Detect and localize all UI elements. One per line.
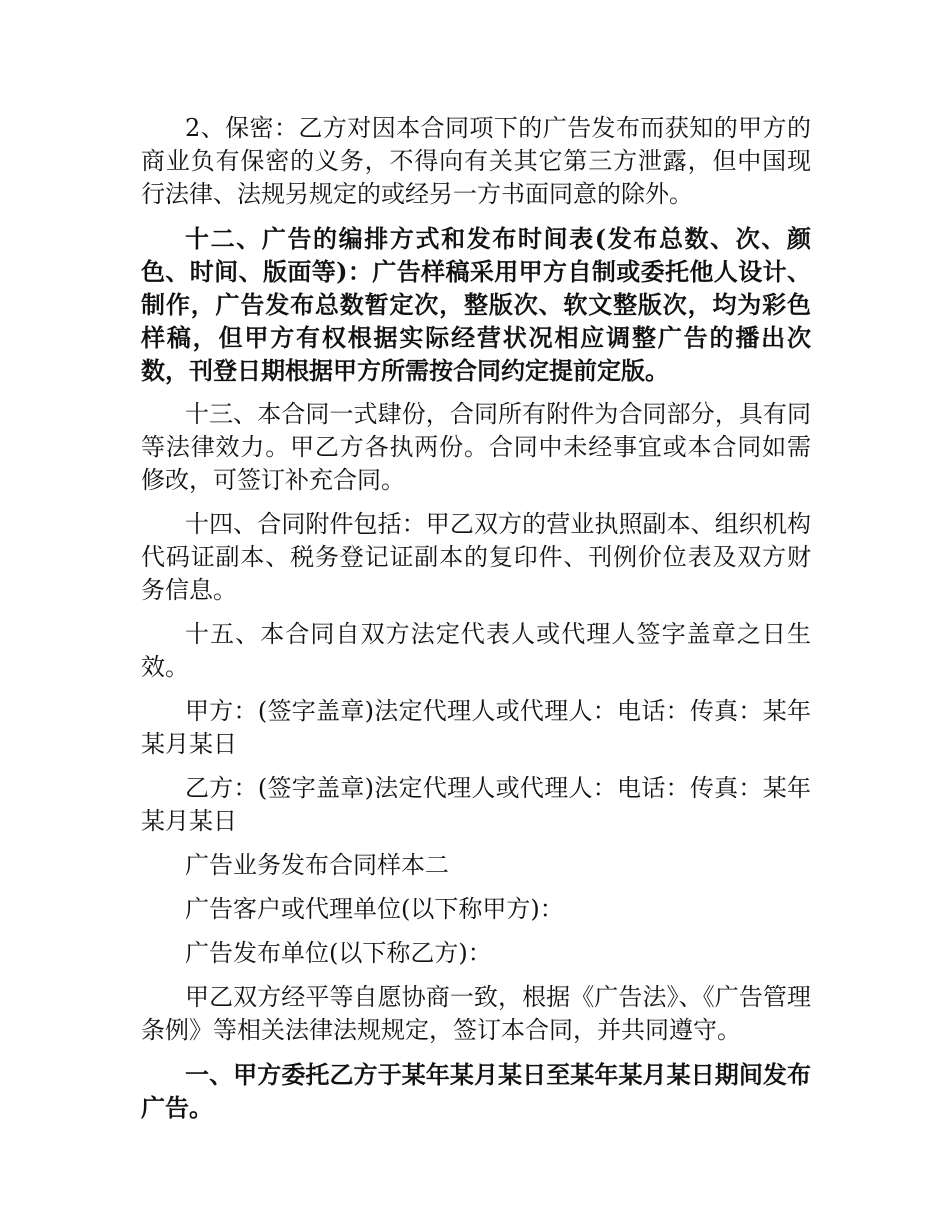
paragraph-article-14: 十四、合同附件包括：甲乙双方的营业执照副本、组织机构代码证副本、税务登记证副本的复印件、刊例价位表及双方财务信息。: [141, 510, 811, 604]
signature-party-a: 甲方：(签字盖章)法定代理人或代理人：电话：传真：某年某月某日: [141, 697, 811, 758]
paragraph-article-12: 十二、广告的编排方式和发布时间表(发布总数、次、颜色、时间、版面等)：广告样稿采用甲方自制或委托他人设计、制作，广告发布总数暂定次，整版次、软文整版次，均为彩色样稿，但甲方有权根据实际经营状况相应调整广告的播出次数，刊登日期根据甲方所需按合同约定提前定版。: [141, 224, 811, 385]
paragraph-confidentiality: 2、保密：乙方对因本合同项下的广告发布而获知的甲方的商业负有保密的义务，不得向有关其它第三方泄露，但中国现行法律、法规另规定的或经另一方书面同意的除外。: [141, 114, 811, 208]
paragraph-article-13: 十三、本合同一式肆份，合同所有附件为合同部分，具有同等法律效力。甲乙方各执两份。合同中未经事宜或本合同如需修改，可签订补充合同。: [141, 400, 811, 494]
document-body: [141, 112, 811, 1135]
paragraph-article-1: 一、甲方委托乙方于某年某月某日至某年某月某日期间发布广告。: [141, 1060, 811, 1122]
party-a-line: 广告客户或代理单位(以下称甲方)：: [185, 895, 564, 923]
sample-two-title: 广告业务发布合同样本二: [185, 851, 449, 879]
signature-party-b: 乙方：(签字盖章)法定代理人或代理人：电话：传真：某年某月某日: [141, 774, 811, 835]
paragraph-article-15: 十五、本合同自双方法定代表人或代理人签字盖章之日生效。: [141, 620, 811, 681]
paragraph-preamble: 甲乙双方经平等自愿协商一致，根据《广告法》、《广告管理条例》等相关法律法规规定，签订本合同，并共同遵守。: [141, 983, 811, 1044]
party-b-line: 广告发布单位(以下称乙方)：: [185, 939, 492, 967]
